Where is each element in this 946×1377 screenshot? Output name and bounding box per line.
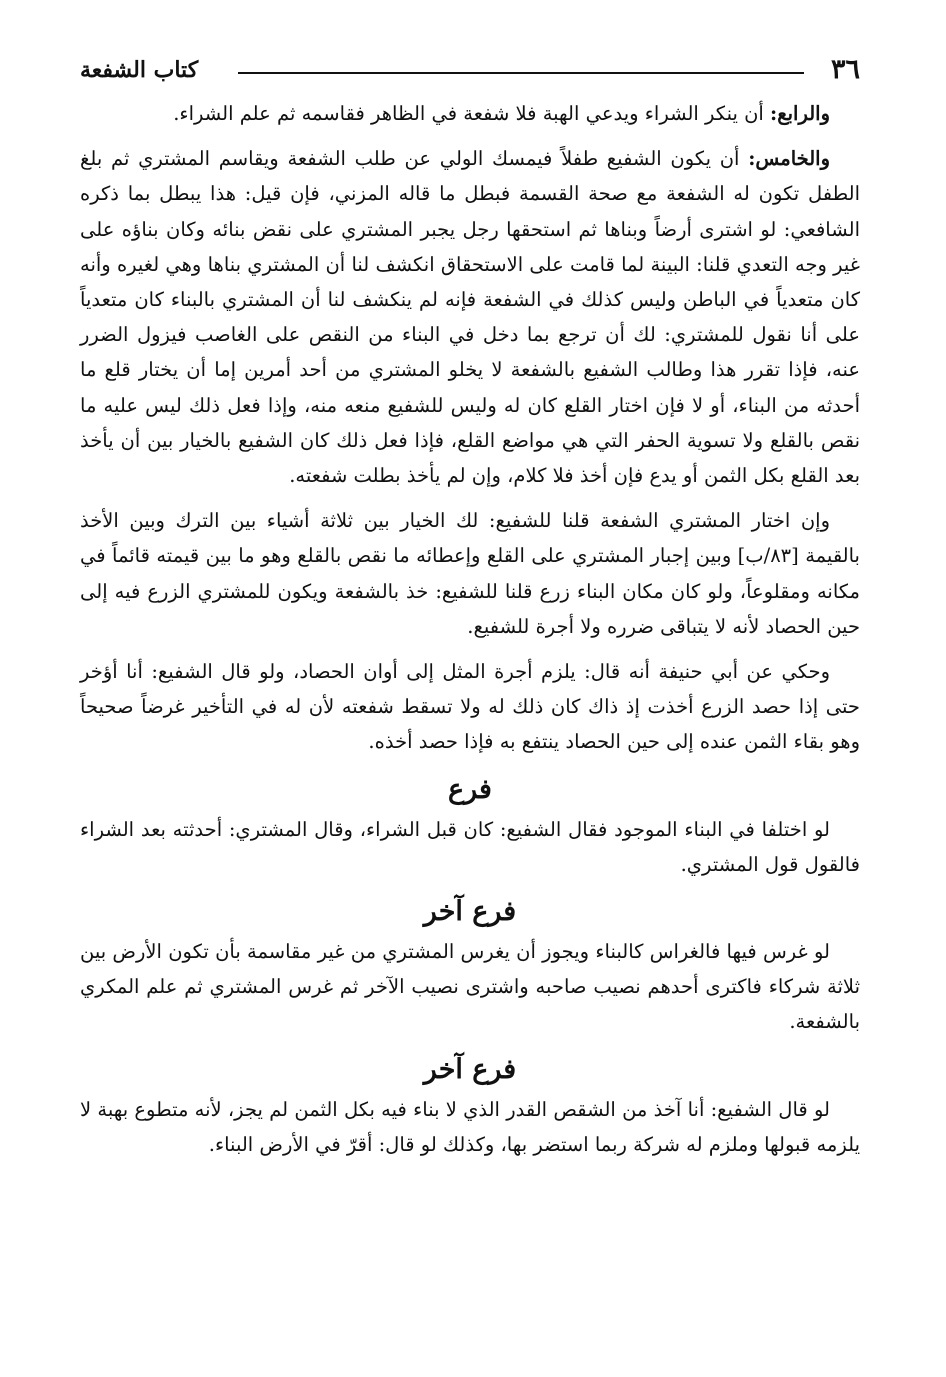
paragraph-text: أن يكون الشفيع طفلاً فيمسك الولي عن طلب الشفعة ويقاسم المشتري ثم بلغ الطفل تكون له الشفعة مع صحة القسمة فبطل ما قاله المزني، فإن قيل: هذا يبطل بما ذكره الشافعي: لو اشترى أرضاً وبناها ثم استحقها رجل يجبر المشتري على نقض بنائه وكان بناؤه على غير وجه التعدي قلنا: البينة لما قامت على الاستحقاق انكشف لنا أن المشتري بناها وهي لغيره وأنه كان متعدياً في الباطن وليس كذلك في الشفعة فإنه لم ينكشف لنا أن المشتري بالبناء كان متعدياً على أنا نقول للمشتري: لك أن ترجع بما دخل في البناء من النقص على الغاصب فيزول الضرر عنه، فإذا تقرر هذا وطالب الشفيع بالشفعة لا يخلو المشتري من أحد أمرين إما أن يختار قلع ما أحدثه من البناء، أو لا فإن اختار القلع كان له وليس للشفيع منعه منه، وإذا فعل ذلك ليس عليه ما نقص بالقلع ولا تسوية الحفر التي هي مواضع القلع، فإذا فعل ذلك كان الشفيع بالخيار بين أن يأخذ بعد القلع بكل الثمن أو يدع فإن أخذ فلا كلام، وإن لم يأخذ بطلت شفعته. [80, 147, 860, 488]
section-paragraph: لو غرس فيها فالغراس كالبناء ويجوز أن يغرس المشتري من غير مقاسمة بأن تكون الأرض بين ثلاثة شركاء فاكترى أحدهم نصيب صاحبه واشترى نصيب الآخر ثم غرس المشتري ثم علم المكري بالشفعة. [80, 940, 860, 1034]
section-paragraph: لو قال الشفيع: أنا آخذ من الشقص القدر الذي لا بناء فيه بكل الثمن لم يجز، لأنه متطوع بهبة لا يلزمه قبولها وملزم له شركة ربما استضر بها، وكذلك لو قال: أقرّ في الأرض البناء. [80, 1097, 860, 1156]
paragraph-fifth [80, 141, 860, 493]
section-heading: فرع [448, 773, 492, 805]
body-text [80, 96, 860, 1172]
section-paragraph: لو اختلفا في البناء الموجود فقال الشفيع: كان قبل الشراء، وقال المشتري: أحدثته بعد الشراء فالقول قول المشتري. [80, 817, 860, 876]
paragraph-lead: والخامس: [748, 147, 830, 171]
paragraph-text: أن ينكر الشراء ويدعي الهبة فلا شفعة في الظاهر فقاسمه ثم علم الشراء. [173, 102, 771, 125]
running-title: كتاب الشفعة [80, 57, 199, 83]
paragraph-abu-hanifa [80, 654, 860, 760]
header-rule [238, 72, 804, 74]
section-heading: فرع آخر [423, 1053, 517, 1085]
paragraph-lead: والرابع: [770, 102, 830, 125]
section-heading: فرع آخر [423, 896, 517, 928]
paragraph-text: وحكي عن أبي حنيفة أنه قال: يلزم أجرة المثل إلى أوان الحصاد، ولو قال الشفيع: أنا أؤخر حتى إذا حصد الزرع أخذت إذ ذاك كان ذلك له ولا تسقط شفعته لأن له في التأخير غرضاً صحيحاً وهو بقاء الثمن عنده إلى حين الحصاد ينتفع به فإذا حصد أخذه. [80, 660, 860, 754]
page-header [80, 50, 860, 90]
page-number: ٣٦ [830, 54, 860, 85]
paragraph-buyer-choice [80, 503, 860, 644]
paragraph-fourth [80, 96, 860, 131]
paragraph-text: وإن اختار المشتري الشفعة قلنا للشفيع: لك الخيار بين ثلاثة أشياء بين الترك وبين الأخذ بالقيمة [٨٣/ب] وبين إجبار المشتري على القلع وإعطائه ما نقص بالقلع وهو ما بين قيمته قائماً في مكانه ومقلوعاً، ولو كان مكان البناء زرع قلنا للشفيع: خذ بالشفعة ويكون للمشتري الزرع فيه إلى حين الحصاد لأنه لا يتباقى ضرره ولا أجرة للشفيع. [80, 509, 860, 638]
